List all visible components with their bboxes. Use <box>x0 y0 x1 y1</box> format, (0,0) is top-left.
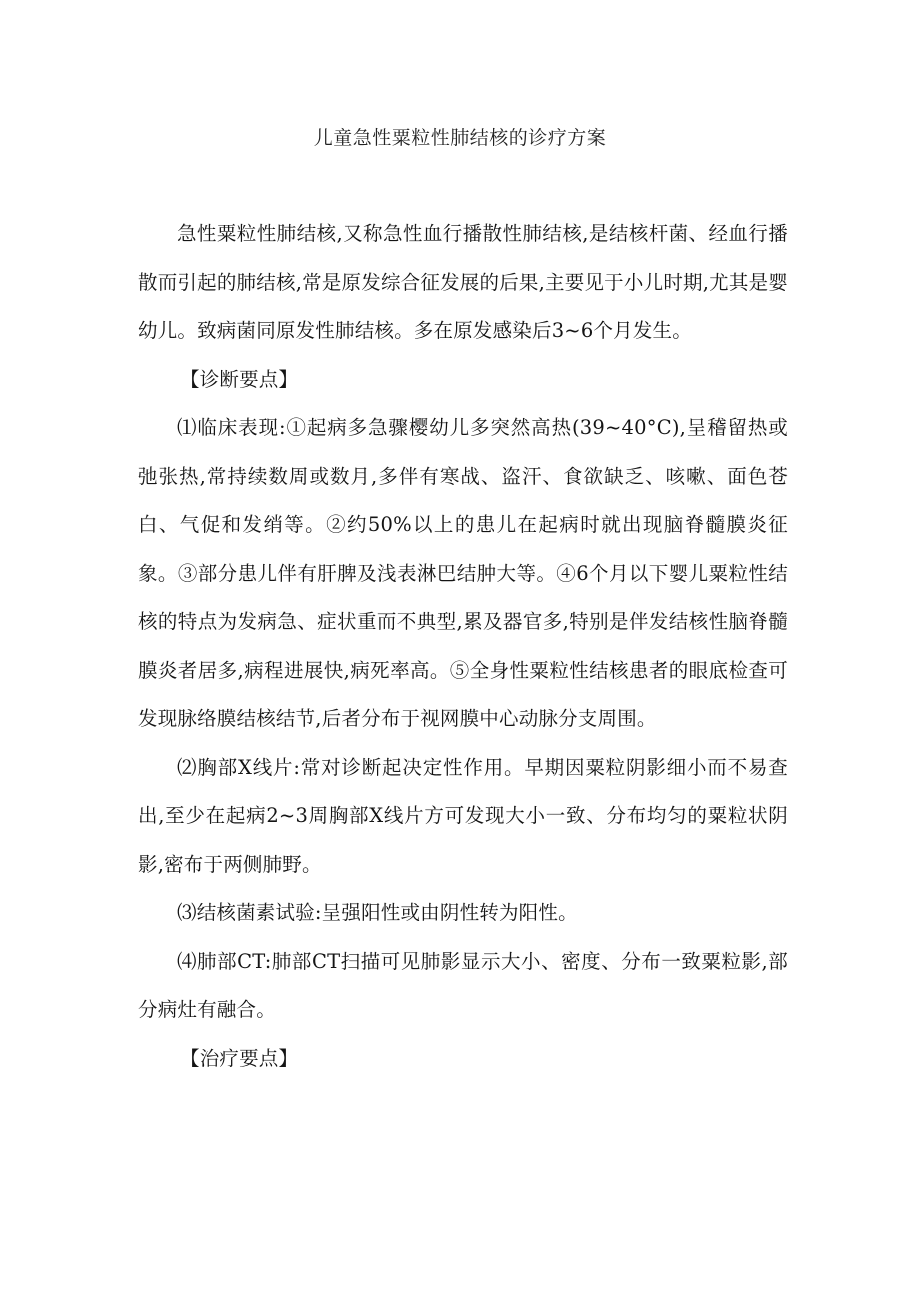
clinical-manifestation-paragraph: ⑴临床表现:①起病多急骤樱幼儿多突然高热(39~40°C),呈稽留热或弛张热,常持续数周或数月,多伴有寒战、盗汗、食欲缺乏、咳嗽、面色苍白、气促和发绡等。②约50%以上的患儿在起病时就出现脑脊髓膜炎征象。③部分患儿伴有肝脾及浅表淋巴结肿大等。④6个月以下婴儿粟粒性结核的特点为发病急、症状重而不典型,累及器官多,特别是伴发结核性脑脊髓膜炎者居多,病程进展快,病死率高。⑤全身性粟粒性结核患者的眼底检查可发现脉络膜结核结节,后者分布于视网膜中心动脉分支周围。 <box>138 416 788 730</box>
intro-paragraph: 急性粟粒性肺结核,又称急性血行播散性肺结核,是结核杆菌、经血行播散而引起的肺结核,常是原发综合征发展的后果,主要见于小儿时期,尤其是婴幼儿。致病菌同原发性肺结核。多在原发感染后3~6个月发生。 <box>138 222 788 342</box>
diagnosis-section-heading: 【诊断要点】 <box>180 367 299 391</box>
chest-xray-paragraph: ⑵胸部X线片:常对诊断起决定性作用。早期因粟粒阴影细小而不易查出,至少在起病2~3周胸部X线片方可发现大小一致、分布均匀的粟粒状阴影,密布于两侧肺野。 <box>138 755 788 876</box>
tuberculin-test-paragraph: ⑶结核菌素试验:呈强阳性或由阴性转为阳性。 <box>177 901 578 924</box>
lung-ct-paragraph: ⑷肺部CT:肺部CT扫描可见肺影显示大小、密度、分布一致粟粒影,部分病灶有融合。 <box>138 949 788 1021</box>
document-body <box>138 210 788 1083</box>
document-title: 儿童急性粟粒性肺结核的诊疗方案 <box>313 127 607 149</box>
treatment-section-heading: 【治疗要点】 <box>180 1046 299 1070</box>
